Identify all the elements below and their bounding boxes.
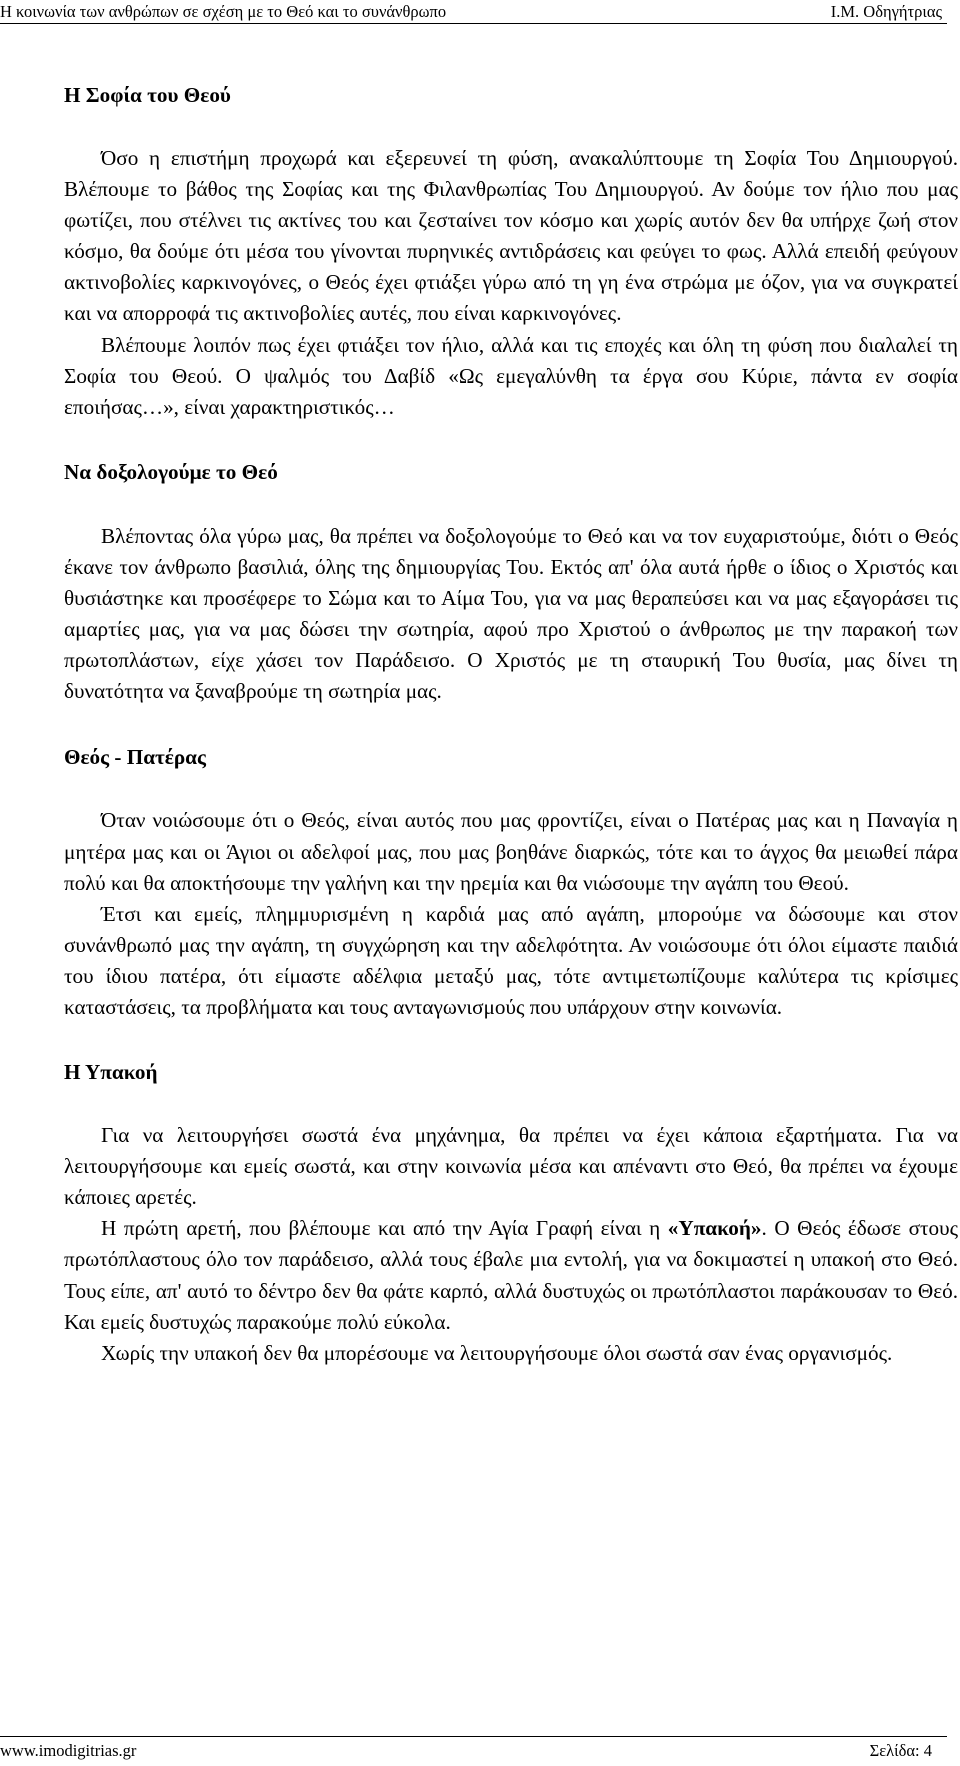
section-heading-obedience: Η Υπακοή	[64, 1060, 158, 1085]
section-heading-glorify: Να δοξολογούμε το Θεό	[64, 459, 278, 484]
paragraph: Βλέπουμε λοιπόν πως έχει φτιάξει τον ήλιο, αλλά και τις εποχές και όλη τη φύση που διαλαλεί τη Σοφία του Θεού. Ο ψαλμός του Δαβίδ «Ως εμεγαλύνθη τα έργα σου Κύριε, πάντα εν σοφία εποιήσας…», είναι χαρακτηριστικός…	[64, 332, 958, 419]
document-body	[64, 62, 958, 1369]
paragraph: Για να λειτουργήσει σωστά ένα μηχάνημα, θα πρέπει να έχει κάποια εξαρτήματα. Για να λειτουργήσουμε και εμείς σωστά, και στην κοινωνία μέσα και απέναντι στο Θεό, θα πρέπει να έχουμε κάποιες αρετές.	[64, 1123, 958, 1210]
footer-website: www.imodigitrias.gr	[0, 1741, 137, 1760]
paragraph: Βλέποντας όλα γύρω μας, θα πρέπει να δοξολογούμε το Θεό και να τον ευχαριστούμε, διότι ο Θεός έκανε τον άνθρωπο βασιλιά, όλης της δημιουργίας Του. Εκτός απ' όλα αυτά ήρθε ο ίδιος ο Χριστός και θυσιάστηκε και προσέφερε το Σώμα και το Αίμα Του, για να μας θεραπεύσει και να μας εξαγοράσει τις αμαρτίες μας, για να μας δώσει την σωτηρία, αφού προ Χριστού ο άνθρωπος με την παρακοή των πρωτοπλάστων, είχε χάσει τον Παράδεισο. Ο Χριστός με τη σταυρική Του θυσία, μας δίνει τη δυνατότητα να ξαναβρούμε τη σωτηρία μας.	[64, 523, 958, 704]
paragraph	[64, 1213, 958, 1337]
page-footer	[0, 1734, 960, 1766]
page-header	[0, 0, 960, 24]
section-heading-wisdom: Η Σοφία του Θεού	[64, 83, 231, 107]
page-number: Σελίδα: 4	[869, 1741, 932, 1760]
section-heading-father: Θεός - Πατέρας	[64, 745, 206, 770]
paragraph: Όσο η επιστήμη προχωρά και εξερευνεί τη φύση, ανακαλύπτουμε τη Σοφία Του Δημιουργού. Βλέπουμε το βάθος της Σοφίας και της Φιλανθρωπίας Του Δημιουργού. Αν δούμε τον ήλιο που μας φωτίζει, που στέλνει τις ακτίνες του και ζεσταίνει τον κόσμο και χωρίς αυτόν δεν θα υπήρχε ζωή στον κόσμο, θα δούμε ότι μέσα του γίνονται πυρηνικές αντιδράσεις και φεύγει το φως. Αλλά επειδή φεύγουν ακτινοβολίες καρκινογόνες, ο Θεός έχει φτιάξει γύρω από τη γη ένα στρώμα με όζον, για να συγκρατεί και να απορροφά τις ακτινοβολίες αυτές, που είναι καρκινογόνες.	[64, 146, 958, 326]
paragraph-text: Η πρώτη αρετή, που βλέπουμε και από την Αγία Γραφή είναι η	[101, 1216, 668, 1241]
header-rule	[0, 23, 947, 24]
paragraph-text: . Ο Θεός έδωσε στους πρωτόπλαστους όλο τον παράδεισο, αλλά τους έβαλε μια εντολή, για να δοκιμαστεί η υπακοή στο Θεό. Τους είπε, απ' αυτό το δέντρο δεν θα φάτε καρπό, αλλά δυστυχώς οι πρωτόπλαστοι παράκουσαν το Θεό. Και εμείς δυστυχώς παρακούμε πολύ εύκολα.	[64, 1216, 958, 1334]
paragraph: Χωρίς την υπακοή δεν θα μπορέσουμε να λειτουργήσουμε όλοι σωστά σαν ένας οργανισμός.	[101, 1340, 893, 1365]
header-title: Η κοινωνία των ανθρώπων σε σχέση με το Θεό και το συνάνθρωπο	[0, 2, 447, 21]
header-author: Ι.Μ. Οδηγήτριας	[830, 2, 942, 21]
obedience-emphasis: «Υπακοή»	[667, 1216, 762, 1241]
footer-rule	[0, 1736, 947, 1737]
paragraph: Έτσι και εμείς, πλημμυρισμένη η καρδιά μας από αγάπη, μπορούμε να δώσουμε και στον συνάνθρωπό μας την αγάπη, τη συγχώρηση και την αδελφότητα. Αν νοιώσουμε ότι όλοι είμαστε παιδιά του ίδιου πατέρα, ότι είμαστε αδέλφια μεταξύ μας, τότε αντιμετωπίζουμε καλύτερα τις κρίσιμες καταστάσεις, τα προβλήματα και τους ανταγωνισμούς που υπάρχουν στην κοινωνία.	[64, 901, 958, 1019]
paragraph: Όταν νοιώσουμε ότι ο Θεός, είναι αυτός που μας φροντίζει, είναι ο Πατέρας μας και η Παναγία η μητέρα μας και οι Άγιοι οι αδελφοί μας, που μας βοηθάνε διαρκώς, τότε και το άγχος θα μειωθεί πάρα πολύ και θα αποκτήσουμε την γαλήνη και την ηρεμία και θα νιώσουμε την αγάπη του Θεού.	[64, 808, 958, 895]
